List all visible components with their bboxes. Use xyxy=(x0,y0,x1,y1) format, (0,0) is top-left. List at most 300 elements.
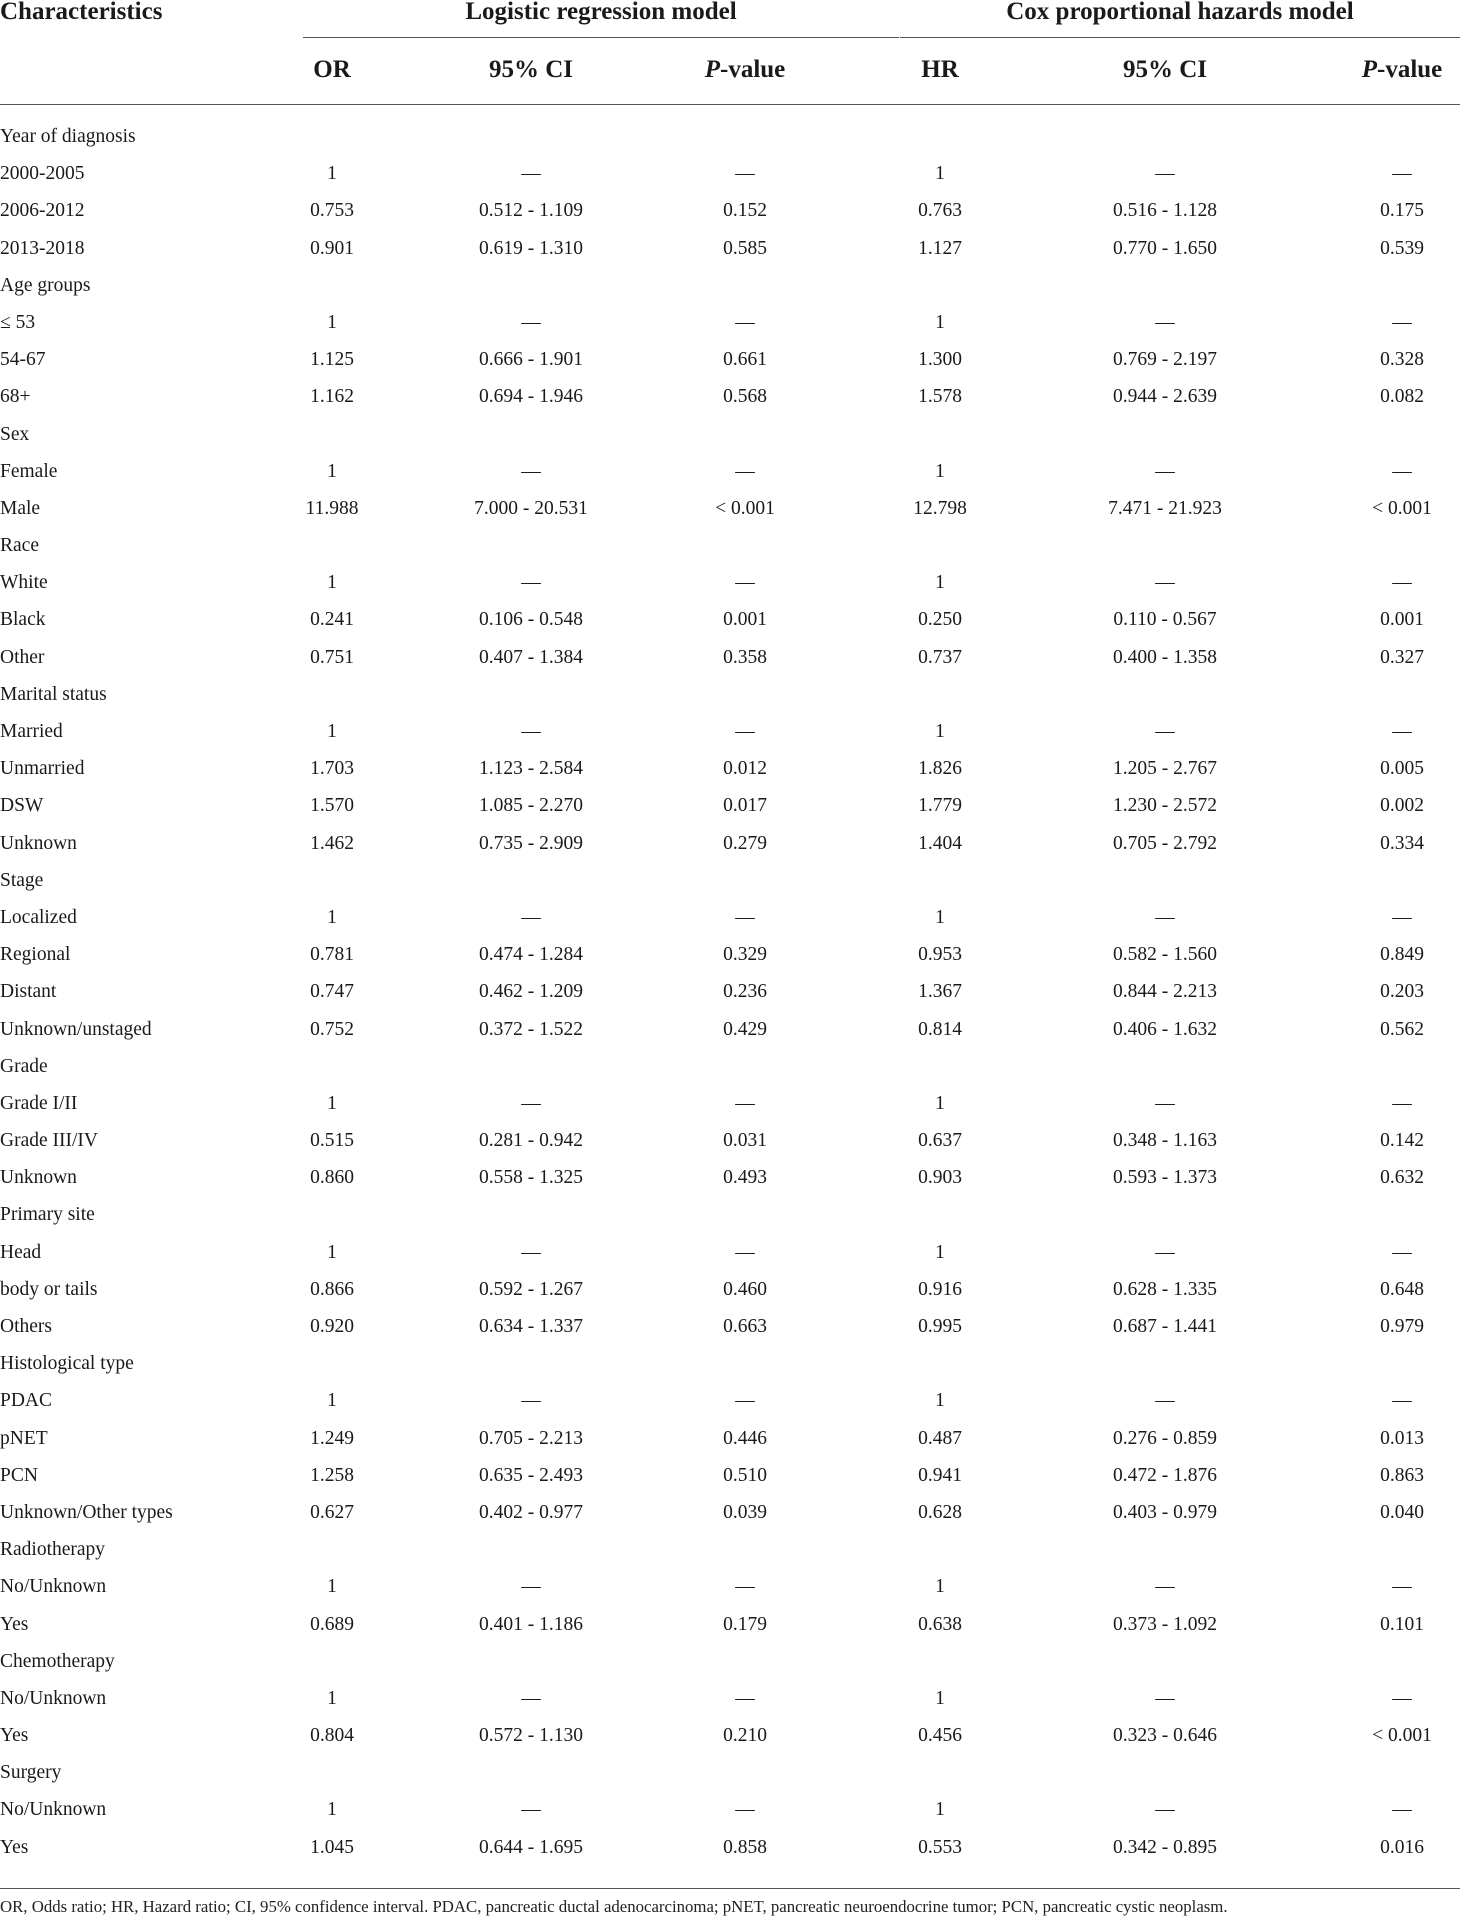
or-value: 1 xyxy=(327,1576,337,1598)
group-label: Year of diagnosis xyxy=(0,126,136,147)
table-row xyxy=(0,750,1460,787)
or-ci-value: — xyxy=(521,1687,541,1709)
hr-pvalue: < 0.001 xyxy=(1372,497,1432,519)
hr-ci-value: 1.230 - 2.572 xyxy=(1113,795,1217,817)
or-ci-value: — xyxy=(521,721,541,742)
p-suffix: -value xyxy=(720,56,786,83)
or-ci-value: 0.401 - 1.186 xyxy=(479,1613,583,1635)
or-ci-column-header: 95% CI xyxy=(488,56,574,83)
table-row xyxy=(0,1271,1460,1308)
or-ci-value: 0.474 - 1.284 xyxy=(479,944,583,966)
hr-ci-value: 0.687 - 1.441 xyxy=(1113,1316,1217,1337)
row-label: PCN xyxy=(0,1464,38,1486)
or-pvalue: 0.510 xyxy=(723,1464,767,1486)
hr-pvalue: 0.632 xyxy=(1380,1167,1424,1189)
or-pvalue: 0.585 xyxy=(723,237,767,259)
hr-ci-value: 0.582 - 1.560 xyxy=(1113,944,1217,966)
hr-pvalue: 0.101 xyxy=(1380,1613,1424,1635)
or-pvalue: 0.329 xyxy=(723,944,767,966)
group-header-row xyxy=(0,1345,1460,1382)
row-label: Male xyxy=(0,497,41,519)
or-pvalue: — xyxy=(735,1092,755,1114)
or-value: 0.860 xyxy=(310,1167,354,1189)
hr-value: 1 xyxy=(935,906,945,928)
row-label: Black xyxy=(0,609,46,631)
row-label: Unknown xyxy=(0,1167,77,1189)
or-value: 0.920 xyxy=(310,1316,354,1337)
or-ci-value: 0.572 - 1.130 xyxy=(479,1725,583,1747)
or-ci-value: 0.281 - 0.942 xyxy=(479,1130,583,1152)
hr-ci-value: — xyxy=(1155,163,1175,185)
or-pvalue: — xyxy=(735,1576,755,1598)
group-label: Marital status xyxy=(0,683,107,705)
hr-value: 1.578 xyxy=(918,386,962,408)
or-ci-value: — xyxy=(521,311,541,333)
or-pvalue: — xyxy=(735,1799,755,1821)
table-row xyxy=(0,1457,1460,1494)
or-value: 1 xyxy=(327,1092,337,1114)
group-header-row xyxy=(0,1048,1460,1085)
group-label: Radiotherapy xyxy=(0,1539,106,1561)
hr-value: 12.798 xyxy=(913,497,967,519)
table-footnote: OR, Odds ratio; HR, Hazard ratio; CI, 95% confidence interval. PDAC, pancreatic ductal adenocarcinoma; pNET, pancreatic neuroendocrine tumor; PCN, pancreatic cystic neoplasm. xyxy=(0,1897,1228,1916)
or-pvalue: < 0.001 xyxy=(715,497,775,519)
or-pvalue: 0.568 xyxy=(723,386,767,408)
hr-pvalue: 0.979 xyxy=(1380,1316,1424,1337)
hr-value: 1 xyxy=(935,1390,945,1412)
hr-pvalue: 0.005 xyxy=(1380,758,1424,780)
or-ci-value: 0.644 - 1.695 xyxy=(479,1836,583,1858)
hr-value: 1 xyxy=(935,1576,945,1598)
hr-ci-value: 0.593 - 1.373 xyxy=(1113,1167,1217,1189)
hr-ci-value: 1.205 - 2.767 xyxy=(1113,758,1217,780)
hr-pvalue: — xyxy=(1392,1390,1412,1412)
or-ci-value: — xyxy=(521,1241,541,1263)
hr-value: 1 xyxy=(935,572,945,594)
hr-value: 0.553 xyxy=(918,1836,962,1858)
or-column-header: OR xyxy=(313,56,351,83)
table-row xyxy=(0,1159,1460,1196)
or-pvalue: — xyxy=(735,1687,755,1709)
or-pvalue: 0.460 xyxy=(723,1278,767,1300)
table-row xyxy=(0,1420,1460,1457)
logistic-model-header: Logistic regression model xyxy=(465,0,737,25)
or-pvalue: 0.012 xyxy=(723,758,767,780)
or-value: 0.781 xyxy=(310,944,354,966)
hr-ci-value: — xyxy=(1155,906,1175,928)
or-ci-value: — xyxy=(521,1390,541,1412)
or-pvalue: — xyxy=(735,460,755,482)
table-row xyxy=(0,378,1460,415)
hr-ci-value: — xyxy=(1155,1092,1175,1114)
or-pvalue: 0.210 xyxy=(723,1725,767,1747)
table-row xyxy=(0,936,1460,973)
characteristics-header: Characteristics xyxy=(0,0,163,25)
or-value: 1 xyxy=(327,311,337,333)
hr-value: 1 xyxy=(935,1241,945,1263)
table-row xyxy=(0,1085,1460,1122)
or-value: 1 xyxy=(327,1799,337,1821)
hr-ci-value: 0.373 - 1.092 xyxy=(1113,1613,1217,1635)
or-value: 1 xyxy=(327,572,337,594)
hr-value: 0.953 xyxy=(918,944,962,966)
row-label: 2013-2018 xyxy=(0,237,85,259)
hr-value: 0.916 xyxy=(918,1278,962,1300)
hr-ci-value: 0.472 - 1.876 xyxy=(1113,1464,1217,1486)
or-ci-value: — xyxy=(521,906,541,928)
or-pvalue: — xyxy=(735,721,755,742)
hr-pvalue: 0.175 xyxy=(1380,200,1424,222)
hr-pvalue: — xyxy=(1392,1576,1412,1598)
hr-value: 1.404 xyxy=(918,832,962,854)
table-row xyxy=(0,1568,1460,1605)
group-header-row xyxy=(0,862,1460,899)
hr-ci-value: — xyxy=(1155,721,1175,742)
table-row xyxy=(0,230,1460,267)
table-row xyxy=(0,825,1460,862)
row-label: Female xyxy=(0,460,58,482)
row-label: Other xyxy=(0,646,45,668)
or-ci-value: 0.407 - 1.384 xyxy=(479,646,583,668)
or-ci-value: 0.462 - 1.209 xyxy=(479,981,583,1003)
hr-pvalue: 0.142 xyxy=(1380,1130,1424,1152)
p-italic: P xyxy=(1361,56,1377,83)
table-body xyxy=(0,118,1460,1866)
footer-rule xyxy=(0,1888,1460,1889)
group-header-row xyxy=(0,1643,1460,1680)
hr-value: 1.826 xyxy=(918,758,962,780)
hr-ci-value: 7.471 - 21.923 xyxy=(1108,497,1222,519)
or-value: 0.747 xyxy=(310,981,354,1003)
hr-ci-value: 0.844 - 2.213 xyxy=(1113,981,1217,1003)
or-value: 1.703 xyxy=(310,758,354,780)
group-header-row xyxy=(0,1754,1460,1791)
or-pvalue: 0.429 xyxy=(723,1018,767,1040)
or-value: 1 xyxy=(327,1390,337,1412)
hr-value: 1.300 xyxy=(918,349,962,371)
row-label: 2006-2012 xyxy=(0,200,85,222)
or-value: 1 xyxy=(327,1687,337,1709)
or-ci-value: 0.402 - 0.977 xyxy=(479,1501,583,1523)
hr-value: 1 xyxy=(935,311,945,333)
hr-ci-column-header: 95% CI xyxy=(1122,56,1208,83)
or-value: 1 xyxy=(327,721,337,742)
or-ci-value: 0.512 - 1.109 xyxy=(479,200,583,222)
cox-group-rule xyxy=(900,37,1460,38)
group-header-row xyxy=(0,118,1460,155)
hr-value: 1 xyxy=(935,1799,945,1821)
row-label: Localized xyxy=(0,906,77,928)
or-value: 1.125 xyxy=(310,349,354,371)
table-row xyxy=(0,564,1460,601)
or-value: 0.751 xyxy=(310,646,354,668)
hr-pvalue: 0.328 xyxy=(1380,349,1424,371)
hr-value: 1.779 xyxy=(918,795,962,817)
table-row xyxy=(0,787,1460,824)
group-label: Age groups xyxy=(0,274,91,296)
row-label: Married xyxy=(0,721,63,742)
table-row xyxy=(0,453,1460,490)
or-value: 11.988 xyxy=(305,497,359,519)
row-label: Unknown/Other types xyxy=(0,1501,173,1523)
or-ci-value: — xyxy=(521,1576,541,1598)
hr-pvalue: — xyxy=(1392,460,1412,482)
table-row xyxy=(0,1234,1460,1271)
row-label: Grade III/IV xyxy=(0,1130,98,1152)
row-label: Yes xyxy=(0,1836,29,1858)
hr-value: 0.637 xyxy=(918,1130,962,1152)
hr-value: 0.250 xyxy=(918,609,962,631)
hr-pvalue: 0.334 xyxy=(1380,832,1424,854)
hr-ci-value: — xyxy=(1155,1687,1175,1709)
hr-pvalue: 0.203 xyxy=(1380,981,1424,1003)
row-label: DSW xyxy=(0,795,44,817)
or-pvalue: 0.493 xyxy=(723,1167,767,1189)
or-pvalue: 0.279 xyxy=(723,832,767,854)
logistic-group-rule xyxy=(303,37,899,38)
group-header-row xyxy=(0,267,1460,304)
hr-pvalue: 0.082 xyxy=(1380,386,1424,408)
hr-pvalue: 0.040 xyxy=(1380,1501,1424,1523)
or-ci-value: 0.694 - 1.946 xyxy=(479,386,583,408)
row-label: 54-67 xyxy=(0,349,46,371)
group-label: Chemotherapy xyxy=(0,1650,115,1672)
hr-value: 1 xyxy=(935,163,945,185)
hr-ci-value: 0.403 - 0.979 xyxy=(1113,1501,1217,1523)
row-label: 2000-2005 xyxy=(0,163,85,185)
hr-pvalue: 0.016 xyxy=(1380,1836,1424,1858)
hr-ci-value: — xyxy=(1155,1576,1175,1598)
hr-value: 1 xyxy=(935,460,945,482)
hr-value: 1.367 xyxy=(918,981,962,1003)
or-pvalue: — xyxy=(735,572,755,594)
hr-pvalue: 0.863 xyxy=(1380,1464,1424,1486)
hr-ci-value: 0.769 - 2.197 xyxy=(1113,349,1217,371)
or-pvalue: 0.446 xyxy=(723,1427,767,1449)
hr-ci-value: 0.400 - 1.358 xyxy=(1113,646,1217,668)
hr-ci-value: — xyxy=(1155,311,1175,333)
or-ci-value: 0.592 - 1.267 xyxy=(479,1278,583,1300)
hr-ci-value: — xyxy=(1155,460,1175,482)
row-label: ≤ 53 xyxy=(0,311,36,333)
group-header-row xyxy=(0,676,1460,713)
table-row xyxy=(0,192,1460,229)
or-ci-value: 0.372 - 1.522 xyxy=(479,1018,583,1040)
or-pvalue: 0.039 xyxy=(723,1501,767,1523)
row-label: Unmarried xyxy=(0,758,85,780)
group-label: Sex xyxy=(0,423,30,445)
hr-pvalue: < 0.001 xyxy=(1372,1725,1432,1747)
group-label: Grade xyxy=(0,1055,48,1077)
or-ci-value: 0.106 - 0.548 xyxy=(479,609,583,631)
or-pvalue: — xyxy=(735,163,755,185)
or-ci-value: — xyxy=(521,1799,541,1821)
group-header-row xyxy=(0,1196,1460,1233)
hr-ci-value: — xyxy=(1155,1799,1175,1821)
or-value: 1 xyxy=(327,163,337,185)
row-label: Head xyxy=(0,1241,42,1263)
hr-pvalue: — xyxy=(1392,1092,1412,1114)
hr-value: 0.487 xyxy=(918,1427,962,1449)
or-value: 0.866 xyxy=(310,1278,354,1300)
row-label: Grade I/II xyxy=(0,1092,78,1114)
table-row xyxy=(0,1680,1460,1717)
hr-value: 0.628 xyxy=(918,1501,962,1523)
or-pvalue: 0.858 xyxy=(723,1836,767,1858)
or-ci-value: 1.123 - 2.584 xyxy=(479,758,583,780)
table-row xyxy=(0,899,1460,936)
or-value: 0.689 xyxy=(310,1613,354,1635)
hr-pvalue: 0.327 xyxy=(1380,646,1424,668)
or-ci-value: 0.558 - 1.325 xyxy=(479,1167,583,1189)
or-pvalue: — xyxy=(735,1390,755,1412)
table-row xyxy=(0,1382,1460,1419)
hr-pvalue: 0.562 xyxy=(1380,1018,1424,1040)
group-label: Histological type xyxy=(0,1353,134,1375)
hr-pvalue: — xyxy=(1392,311,1412,333)
hr-ci-value: 0.944 - 2.639 xyxy=(1113,386,1217,408)
or-value: 1 xyxy=(327,906,337,928)
hr-ci-value: — xyxy=(1155,1241,1175,1263)
hr-column-header: HR xyxy=(921,56,959,83)
or-value: 0.241 xyxy=(310,609,354,631)
table-row xyxy=(0,1829,1460,1866)
hr-pvalue: — xyxy=(1392,1799,1412,1821)
table-row xyxy=(0,639,1460,676)
group-label: Primary site xyxy=(0,1204,95,1226)
row-label: Yes xyxy=(0,1613,29,1635)
table-row xyxy=(0,1122,1460,1159)
row-label: pNET xyxy=(0,1427,48,1449)
or-pvalue: 0.179 xyxy=(723,1613,767,1635)
or-ci-value: 7.000 - 20.531 xyxy=(474,497,588,519)
hr-value: 0.941 xyxy=(918,1464,962,1486)
table-row xyxy=(0,1791,1460,1828)
or-value: 0.901 xyxy=(310,237,354,259)
or-value: 0.627 xyxy=(310,1501,354,1523)
table-row xyxy=(0,155,1460,192)
table-row xyxy=(0,490,1460,527)
hr-pvalue: 0.849 xyxy=(1380,944,1424,966)
row-label: 68+ xyxy=(0,386,31,408)
or-pvalue: 0.001 xyxy=(723,609,767,631)
or-ci-value: — xyxy=(521,572,541,594)
or-pvalue-column-header xyxy=(665,52,825,88)
or-ci-value: 0.619 - 1.310 xyxy=(479,237,583,259)
group-header-row xyxy=(0,416,1460,453)
p-suffix: -value xyxy=(1377,56,1443,83)
table-row xyxy=(0,341,1460,378)
hr-ci-value: 0.628 - 1.335 xyxy=(1113,1278,1217,1300)
or-ci-value: 0.635 - 2.493 xyxy=(479,1464,583,1486)
row-label: Unknown/unstaged xyxy=(0,1018,152,1040)
hr-pvalue: — xyxy=(1392,721,1412,742)
table-row xyxy=(0,1606,1460,1643)
or-pvalue: — xyxy=(735,311,755,333)
or-pvalue: 0.031 xyxy=(723,1130,767,1152)
p-italic: P xyxy=(704,56,720,83)
hr-ci-value: 0.705 - 2.792 xyxy=(1113,832,1217,854)
hr-pvalue: — xyxy=(1392,163,1412,185)
hr-value: 0.456 xyxy=(918,1725,962,1747)
hr-pvalue: — xyxy=(1392,906,1412,928)
or-value: 1.162 xyxy=(310,386,354,408)
or-pvalue: — xyxy=(735,906,755,928)
table-row xyxy=(0,1308,1460,1345)
or-ci-value: — xyxy=(521,460,541,482)
hr-value: 0.814 xyxy=(918,1018,962,1040)
table-row xyxy=(0,973,1460,1010)
or-ci-value: 0.666 - 1.901 xyxy=(479,349,583,371)
or-value: 1.570 xyxy=(310,795,354,817)
or-value: 1.462 xyxy=(310,832,354,854)
group-label: Surgery xyxy=(0,1762,62,1784)
table-row xyxy=(0,713,1460,750)
hr-pvalue: 0.648 xyxy=(1380,1278,1424,1300)
row-label: White xyxy=(0,572,48,594)
or-value: 1.258 xyxy=(310,1464,354,1486)
hr-value: 0.638 xyxy=(918,1613,962,1635)
hr-value: 1 xyxy=(935,721,945,742)
hr-value: 0.995 xyxy=(918,1316,962,1337)
or-value: 1.045 xyxy=(310,1836,354,1858)
hr-ci-value: 0.276 - 0.859 xyxy=(1113,1427,1217,1449)
hr-value: 1 xyxy=(935,1092,945,1114)
hr-ci-value: — xyxy=(1155,572,1175,594)
or-value: 1 xyxy=(327,460,337,482)
row-label: PDAC xyxy=(0,1390,53,1412)
hr-pvalue: 0.013 xyxy=(1380,1427,1424,1449)
hr-ci-value: 0.342 - 0.895 xyxy=(1113,1836,1217,1858)
group-label: Race xyxy=(0,535,39,557)
hr-ci-value: 0.348 - 1.163 xyxy=(1113,1130,1217,1152)
or-pvalue: 0.661 xyxy=(723,349,767,371)
or-pvalue: 0.152 xyxy=(723,200,767,222)
hr-ci-value: 0.406 - 1.632 xyxy=(1113,1018,1217,1040)
hr-pvalue: — xyxy=(1392,1241,1412,1263)
hr-pvalue: 0.002 xyxy=(1380,795,1424,817)
table-row xyxy=(0,1494,1460,1531)
or-value: 1.249 xyxy=(310,1427,354,1449)
or-pvalue: — xyxy=(735,1241,755,1263)
or-value: 0.804 xyxy=(310,1725,354,1747)
row-label: Distant xyxy=(0,981,57,1003)
hr-ci-value: 0.323 - 0.646 xyxy=(1113,1725,1217,1747)
row-label: Regional xyxy=(0,944,71,966)
group-header-row xyxy=(0,527,1460,564)
row-label: body or tails xyxy=(0,1278,98,1300)
or-ci-value: 0.634 - 1.337 xyxy=(479,1316,583,1337)
or-value: 0.752 xyxy=(310,1018,354,1040)
cox-model-header: Cox proportional hazards model xyxy=(1006,0,1354,25)
hr-pvalue: — xyxy=(1392,572,1412,594)
or-pvalue: 0.663 xyxy=(723,1316,767,1337)
table-row xyxy=(0,1011,1460,1048)
row-label: Unknown xyxy=(0,832,77,854)
row-label: No/Unknown xyxy=(0,1799,107,1821)
hr-pvalue: — xyxy=(1392,1687,1412,1709)
or-ci-value: 1.085 - 2.270 xyxy=(479,795,583,817)
or-ci-value: — xyxy=(521,1092,541,1114)
hr-ci-value: 0.770 - 1.650 xyxy=(1113,237,1217,259)
or-ci-value: 0.705 - 2.213 xyxy=(479,1427,583,1449)
row-label: No/Unknown xyxy=(0,1576,107,1598)
or-pvalue: 0.358 xyxy=(723,646,767,668)
or-pvalue: 0.017 xyxy=(723,795,767,817)
hr-ci-value: — xyxy=(1155,1390,1175,1412)
table-row xyxy=(0,1717,1460,1754)
table-row xyxy=(0,601,1460,638)
